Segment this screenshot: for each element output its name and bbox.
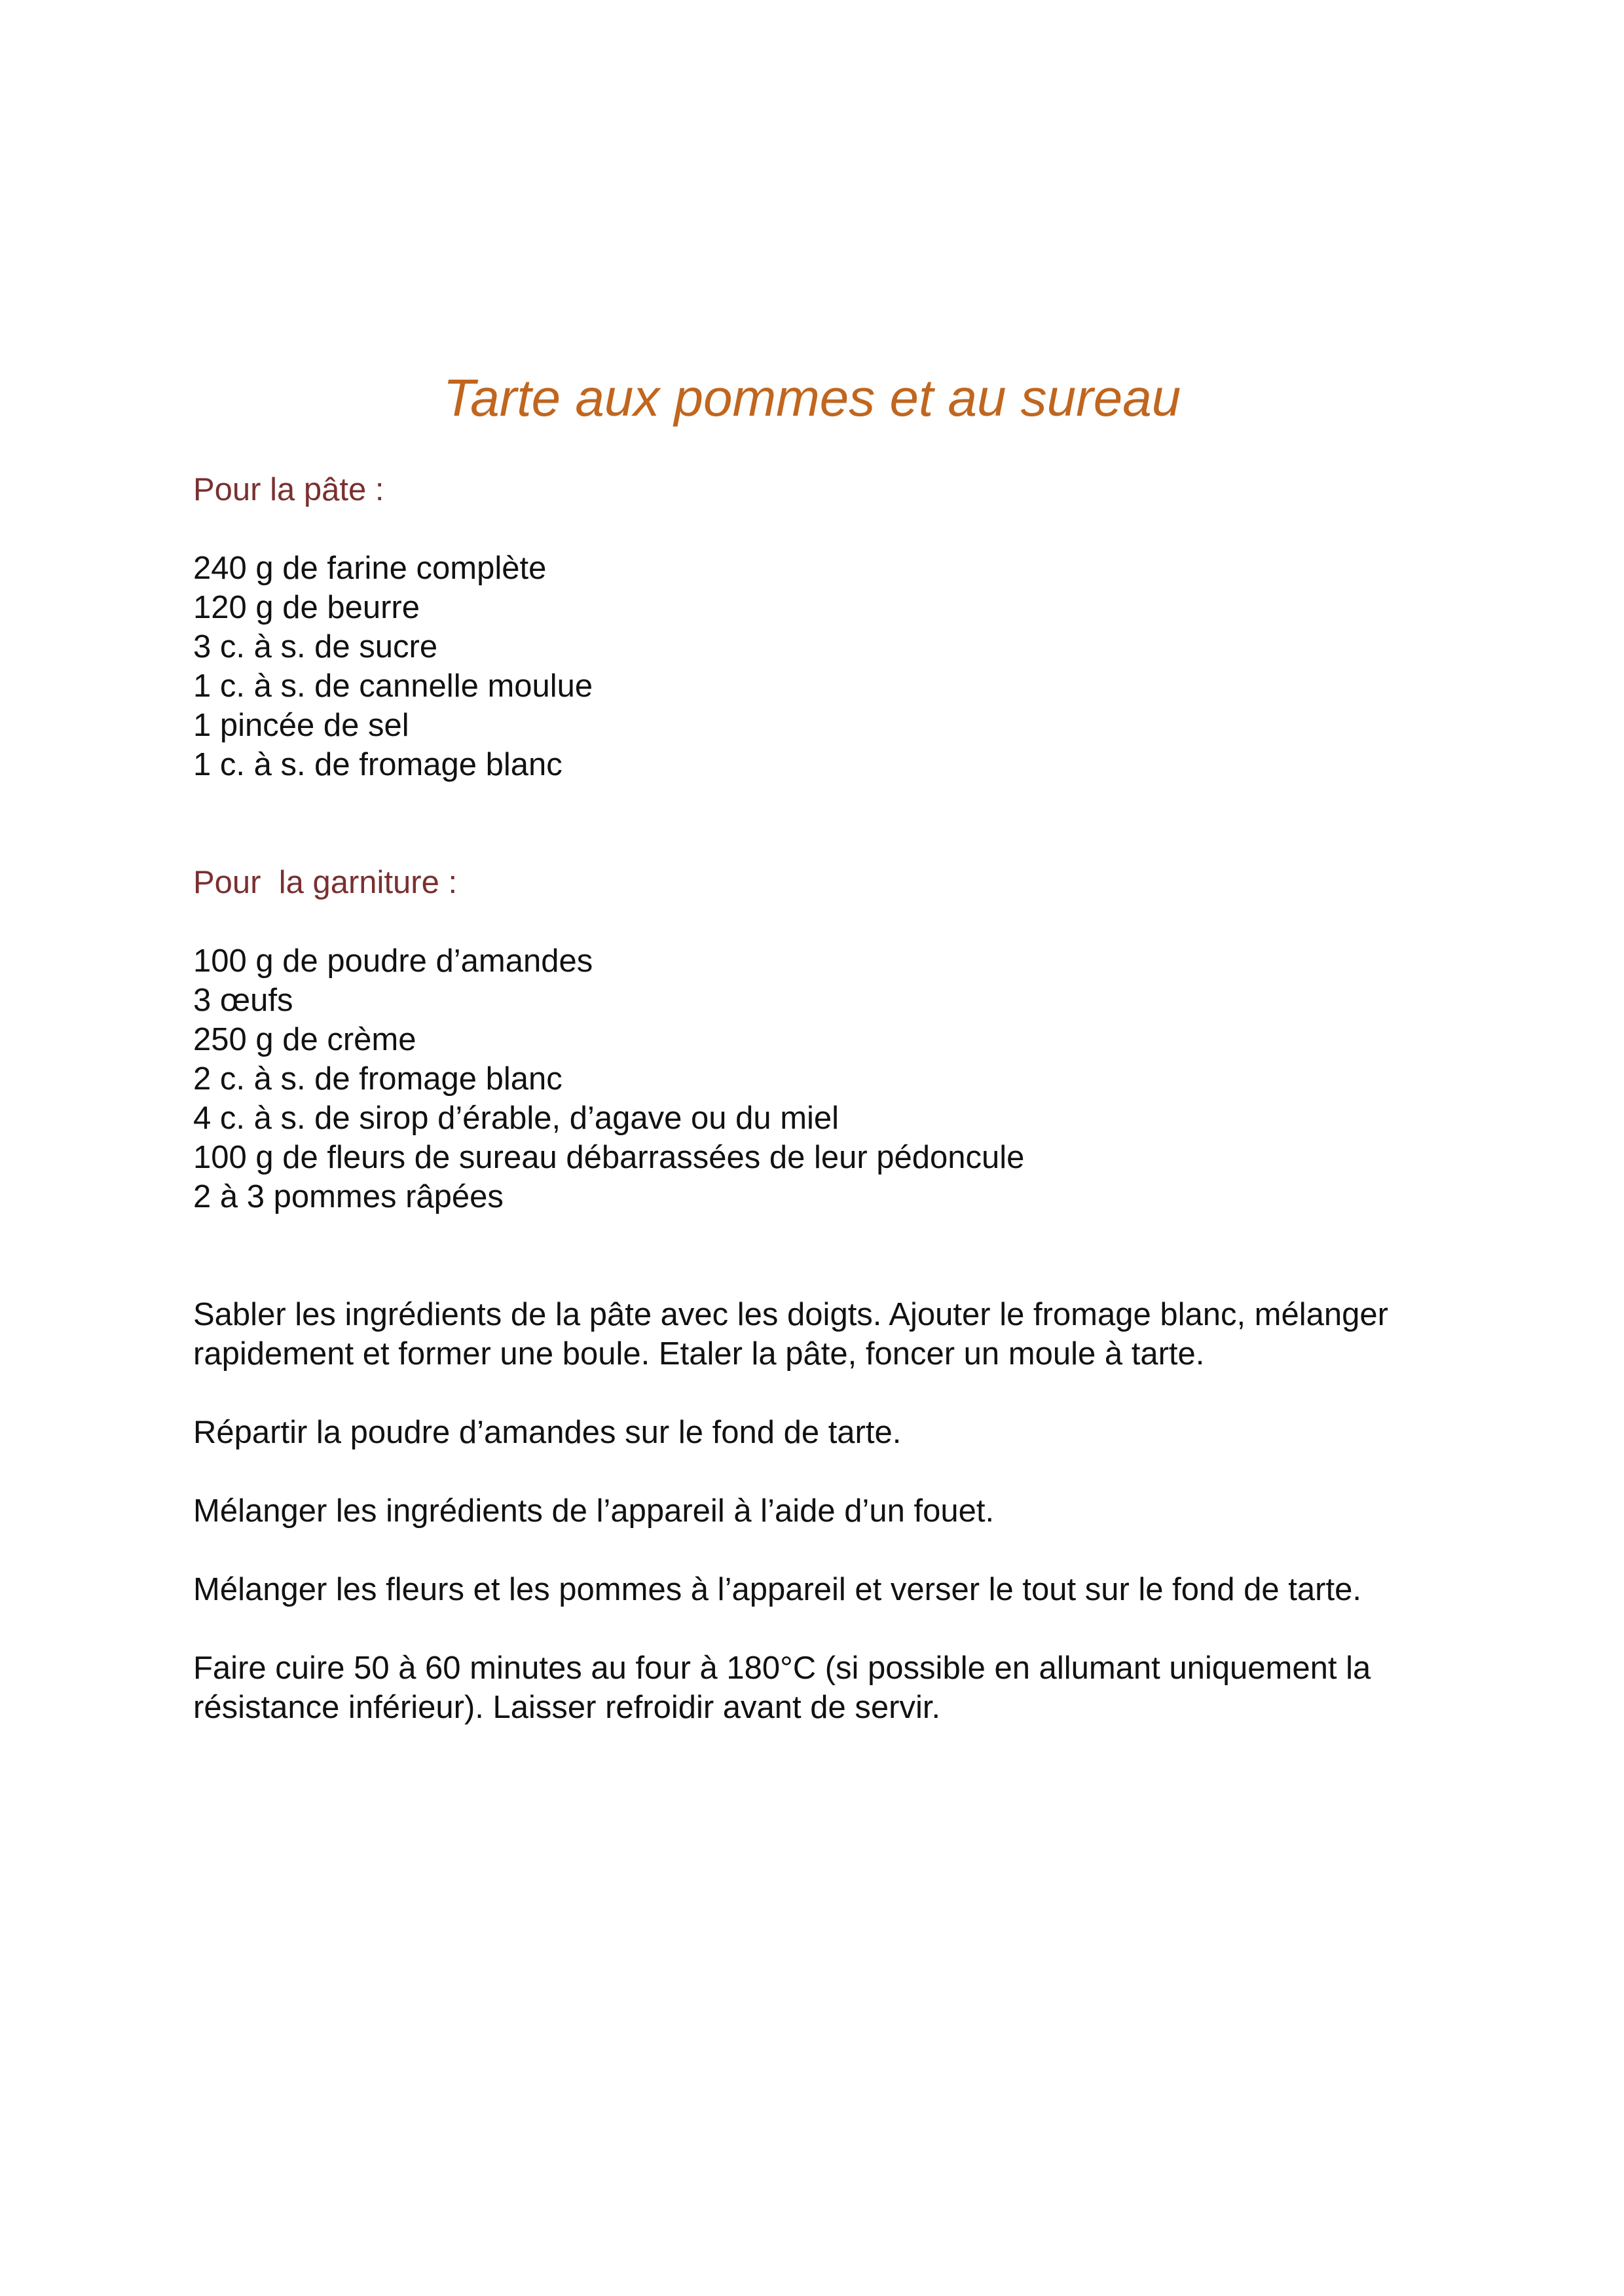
list-item: 1 c. à s. de fromage blanc <box>193 747 563 782</box>
instruction-step-3: Mélanger les ingrédients de l’appareil à l’aide d’un fouet. <box>193 1493 995 1529</box>
list-item: 4 c. à s. de sirop d’érable, d’agave ou du miel <box>193 1101 840 1136</box>
list-item: 1 pincée de sel <box>193 708 409 743</box>
list-item: 3 c. à s. de sucre <box>193 629 438 665</box>
list-item: 100 g de fleurs de sureau débarrassées de leur pédoncule <box>193 1140 1025 1175</box>
filling-heading: Pour la garniture : <box>193 865 458 900</box>
recipe-title: Tarte aux pommes et au sureau <box>443 369 1181 427</box>
list-item: 2 à 3 pommes râpées <box>193 1179 504 1214</box>
list-item: 120 g de beurre <box>193 590 420 625</box>
instruction-step-2: Répartir la poudre d’amandes sur le fond de tarte. <box>193 1415 902 1450</box>
list-item: 2 c. à s. de fromage blanc <box>193 1061 563 1097</box>
filling-ingredient-list <box>193 941 1024 1216</box>
list-item: 100 g de poudre d’amandes <box>193 943 593 979</box>
instruction-step-5: Faire cuire 50 à 60 minutes au four à 180°C (si possible en allumant uniquement la résistance inférieur). Laisser refroidir avant de servir. <box>193 1650 1371 1725</box>
instruction-step-1: Sabler les ingrédients de la pâte avec les doigts. Ajouter le fromage blanc, mélanger rapidement et former une boule. Etaler la pâte, foncer un moule à tarte. <box>193 1297 1388 1372</box>
instruction-step-4: Mélanger les fleurs et les pommes à l’appareil et verser le tout sur le fond de tarte. <box>193 1572 1361 1607</box>
list-item: 3 œufs <box>193 983 293 1018</box>
list-item: 1 c. à s. de cannelle moulue <box>193 668 593 704</box>
dough-heading: Pour la pâte : <box>193 472 384 507</box>
list-item: 250 g de crème <box>193 1022 416 1057</box>
list-item: 240 g de farine complète <box>193 551 547 586</box>
dough-ingredient-list <box>193 549 593 784</box>
